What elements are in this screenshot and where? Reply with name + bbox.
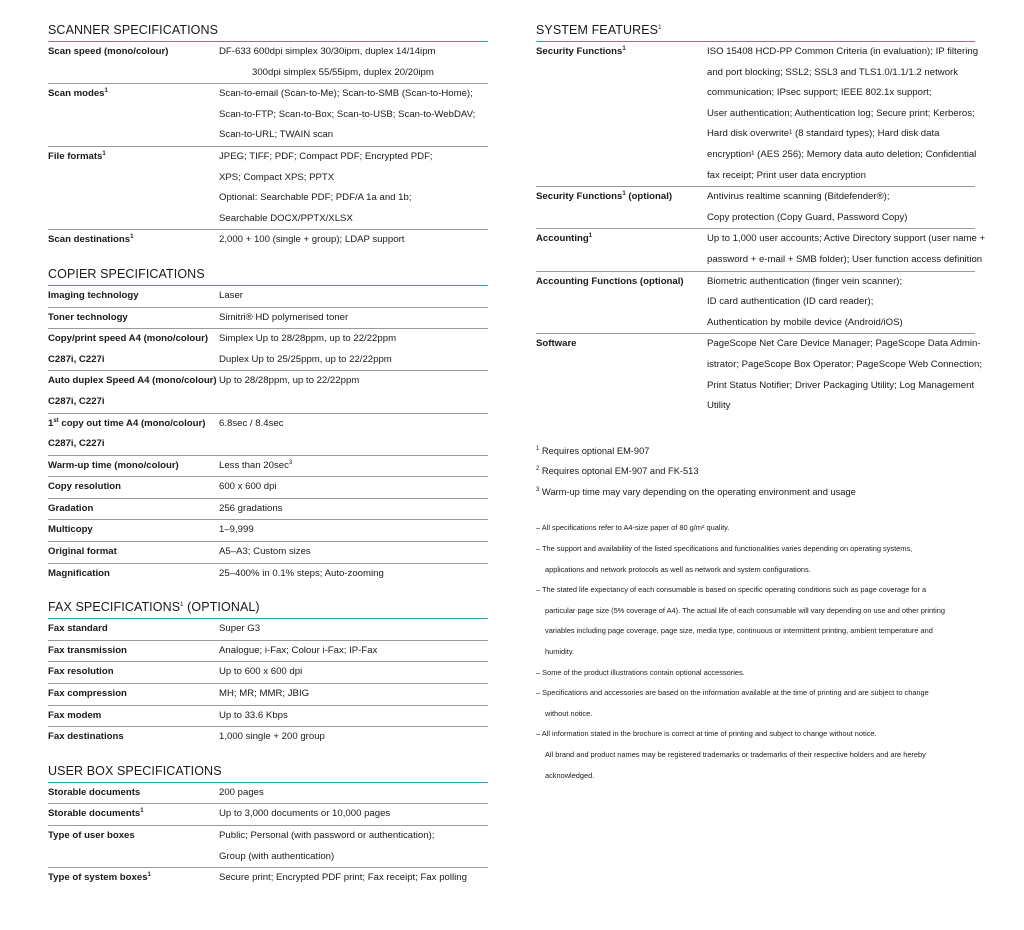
spec-label: Fax standard <box>48 623 108 635</box>
spec-row <box>536 42 979 187</box>
disclaimer-line: – Specifications and accessories are based on the information available at the time of printing and are subject to change <box>536 688 929 698</box>
spec-row <box>48 520 488 542</box>
section-title: USER BOX SPECIFICATIONS <box>48 763 488 783</box>
spec-value: Simitri® HD polymerised toner <box>219 311 349 323</box>
footnote: $^2$ Requires optonal EM-907 and FK-513 <box>536 466 699 477</box>
value-line: Scan-to-URL; TWAIN scan <box>219 129 334 141</box>
spec-label: Multicopy <box>48 524 93 536</box>
spec-row <box>48 499 488 521</box>
spec-row <box>536 229 986 271</box>
value-line: XPS; Compact XPS; PPTX <box>219 171 335 183</box>
spec-value: 6.8sec / 8.4sec <box>219 417 284 429</box>
disclaimer-line: – All specifications refer to A4-size paper of 80 g/m² quality. <box>536 523 730 533</box>
spec-value: Antivirus realtime scanning (Bitdefender®); Copy protection (Copy Guard, Password Copy) <box>707 191 908 223</box>
disclaimer-line: All brand and product names may be registered trademarks or trademarks of their respective holders and are hereby <box>545 750 926 759</box>
spec-row <box>48 371 488 413</box>
spec-value: 200 pages <box>219 786 264 798</box>
spec-value: Less than $20\sec^3$ <box>219 459 293 471</box>
spec-row <box>48 477 488 499</box>
spec-row <box>48 329 488 371</box>
disclaimer-line: – The support and availability of the listed specifications and functionalities varies depending on operating systems, <box>536 544 913 554</box>
spec-row <box>48 641 488 663</box>
spec-row <box>48 727 488 748</box>
spec-label: Fax resolution <box>48 666 114 678</box>
disclaimer-line: acknowledged. <box>545 770 595 780</box>
value-line: Optional: Searchable PDF; PDF/A 1a and 1b; <box>219 192 412 204</box>
spec-label: Auto duplex Speed A4 (mono/colour) C287i, C227i <box>48 375 217 407</box>
spec-row <box>48 286 488 308</box>
spec-row <box>48 706 488 728</box>
spec-label: Accounting Functions (optional) <box>536 275 684 287</box>
spec-row <box>48 230 488 251</box>
spec-row <box>48 84 488 147</box>
spec-label: Software <box>536 338 577 350</box>
disclaimer-line: applications and network protocols as well as network and system configurations. <box>545 564 811 574</box>
spec-value <box>219 147 488 229</box>
spec-label: Scan destinations$^1$ <box>48 234 134 246</box>
spec-value: MH; MR; MMR; JBIG <box>219 688 310 700</box>
spec-label: Copy resolution <box>48 481 122 493</box>
right-column <box>536 22 986 786</box>
spec-value: Secure print; Encrypted PDF print; Fax receipt; Fax polling <box>219 872 467 884</box>
fax-specifications <box>48 599 488 748</box>
spec-value: Up to 1,000 user accounts; Active Directory support (user name + password + e-mail + SMB folder); User function access definition <box>707 233 986 265</box>
spec-label: Magnification <box>48 567 110 579</box>
footnote: $^3$ Warm-up time may vary depending on the operating environment and usage <box>536 486 856 497</box>
spec-label: Type of system boxes$^1$ <box>48 872 151 884</box>
spec-label: Security Functions$^1$ <box>536 45 626 57</box>
spec-label: 1st copy out time A4 (mono/colour) C287i, C227i <box>48 417 206 450</box>
disclaimer-line: – The stated life expectancy of each consumable is based on specific operating conditions such as page coverage for a <box>536 585 927 595</box>
spec-row <box>48 456 488 478</box>
spec-row <box>536 334 983 416</box>
spec-value: 256 gradations <box>219 502 283 514</box>
spec-value: Simplex Up to 28/28ppm, up to 22/22ppm Duplex Up to 25/25ppm, up to 22/22ppm <box>219 333 397 365</box>
spec-row <box>48 619 488 641</box>
spec-row <box>48 147 488 230</box>
spec-label: Fax modem <box>48 709 102 721</box>
section-title: SYSTEM FEATURES$^1$ <box>536 22 975 42</box>
spec-value: 1–9,999 <box>219 524 254 536</box>
spec-row <box>48 868 488 889</box>
spec-label: Toner technology <box>48 311 128 323</box>
spec-value: PageScope Net Care Device Manager; PageScope Data Admin- istrator; PageScope Box Operator; PageScope Web Connection; Print Status Notifier; Driver Packaging Utility; Log Management Utility <box>707 338 983 412</box>
spec-label: File formats$^1$ <box>48 150 106 162</box>
spec-label: Security Functions$^1$ (optional) <box>536 190 673 203</box>
spec-label: Fax transmission <box>48 644 127 656</box>
value-line: Scan-to-FTP; Scan-to-Box; Scan-to-USB; Scan-to-WebDAV; <box>219 108 476 120</box>
spec-row <box>536 272 975 335</box>
spec-value: Up to 3,000 documents or 10,000 pages <box>219 808 391 820</box>
spec-label: Gradation <box>48 502 94 514</box>
spec-label: Original format <box>48 546 117 558</box>
spec-value: Laser <box>219 289 243 301</box>
disclaimer-line: without notice. <box>545 708 593 718</box>
spec-value <box>219 230 488 251</box>
spec-label: Storable documents <box>48 786 141 798</box>
spec-row <box>48 783 488 805</box>
spec-value: Biometric authentication (finger vein scanner); ID card authentication (ID card reader); Authentication by mobile device (Android/iOS) <box>707 275 903 328</box>
value-line: DF-633 600dpi simplex 30/30ipm, duplex 14/14ipm <box>219 46 436 57</box>
value-line: 2,000 + 100 (single + group); LDAP support <box>219 234 405 246</box>
spec-label: Accounting$^1$ <box>536 233 593 245</box>
section-title: COPIER SPECIFICATIONS <box>48 266 488 286</box>
user-box-specifications <box>48 763 488 889</box>
spec-row <box>48 564 488 585</box>
disclaimer-line: variables including page coverage, page size, media type, continuous or intermittent printing, ambient temperature and <box>545 626 933 636</box>
value-line: 300dpi simplex 55/55ipm, duplex 20/20ipm <box>252 66 434 78</box>
scanner-specifications <box>48 22 488 251</box>
spec-row <box>48 826 488 868</box>
system-features <box>536 22 986 417</box>
footnote: $^1$ Requires optional EM-907 <box>536 445 650 456</box>
section-title: SCANNER SPECIFICATIONS <box>48 22 488 42</box>
disclaimer-line: humidity. <box>545 647 575 657</box>
spec-label: Warm-up time (mono/colour) <box>48 459 179 471</box>
spec-label: Fax destinations <box>48 731 124 743</box>
disclaimer-line: particular page size (5% coverage of A4). The actual life of each consumable will vary depending on use and other printing <box>545 605 946 615</box>
spec-value <box>219 84 488 146</box>
spec-row <box>48 662 488 684</box>
spec-value: 1,000 single + 200 group <box>219 731 325 743</box>
spec-row <box>48 684 488 706</box>
spec-label: Type of user boxes <box>48 830 135 841</box>
spec-label: Imaging technology <box>48 289 139 301</box>
spec-row <box>48 42 488 84</box>
spec-value: Analogue; i-Fax; Colour i-Fax; IP-Fax <box>219 644 378 656</box>
copier-specifications <box>48 266 488 584</box>
spec-value: 600 x 600 dpi <box>219 481 277 493</box>
disclaimers <box>536 518 975 786</box>
value-line: Searchable DOCX/PPTX/XLSX <box>219 212 353 224</box>
spec-value: A5–A3; Custom sizes <box>219 546 311 558</box>
spec-label: Copy/print speed A4 (mono/colour) C287i, C227i <box>48 333 209 365</box>
spec-row <box>48 308 488 330</box>
left-column <box>48 22 488 904</box>
spec-value: Super G3 <box>219 623 261 635</box>
spec-value: ISO 15408 HCD-PP Common Criteria (in evaluation); IP filtering and port blocking; SSL2; SSL3 and TLS1.0/1.1/1.2 network communication; IPsec support; IEEE 802.1x support; User authentication; Authentication log; Secure print; Kerberos; Hard disk overwrite¹ (8 standard types); Hard disk data encryption¹ (AES 256); Memory data auto deletion; Confidential fax receipt; Print user data encryption <box>707 46 979 181</box>
spec-label: Scan modes$^1$ <box>48 88 108 100</box>
spec-value: Up to 600 x 600 dpi <box>219 666 303 678</box>
disclaimer-line: – All information stated in the brochure is correct at time of printing and subject to change without notice. <box>536 729 877 739</box>
spec-label: Scan speed (mono/colour) <box>48 46 169 57</box>
spec-value: Up to 33.6 Kbps <box>219 709 288 721</box>
value-line: Scan-to-email (Scan-to-Me); Scan-to-SMB (Scan-to-Home); <box>219 88 473 100</box>
footnotes <box>536 441 975 503</box>
spec-value: 25–400% in 0.1% steps; Auto-zooming <box>219 567 384 579</box>
spec-value <box>219 42 488 83</box>
disclaimer-line: – Some of the product illustrations contain optional accessories. <box>536 667 745 677</box>
spec-row <box>536 187 975 229</box>
spec-row <box>48 804 488 826</box>
spec-row <box>48 414 488 456</box>
spec-value: Public; Personal (with password or authentication); Group (with authentication) <box>219 830 435 862</box>
spec-value: Up to 28/28ppm, up to 22/22ppm <box>219 375 360 387</box>
spec-label: Storable documents$^1$ <box>48 808 144 820</box>
value-line: JPEG; TIFF; PDF; Compact PDF; Encrypted PDF; <box>219 150 433 162</box>
spec-row <box>48 542 488 564</box>
spec-label: Fax compression <box>48 688 127 700</box>
section-title: FAX SPECIFICATIONS$^1$ (OPTIONAL) <box>48 599 488 619</box>
